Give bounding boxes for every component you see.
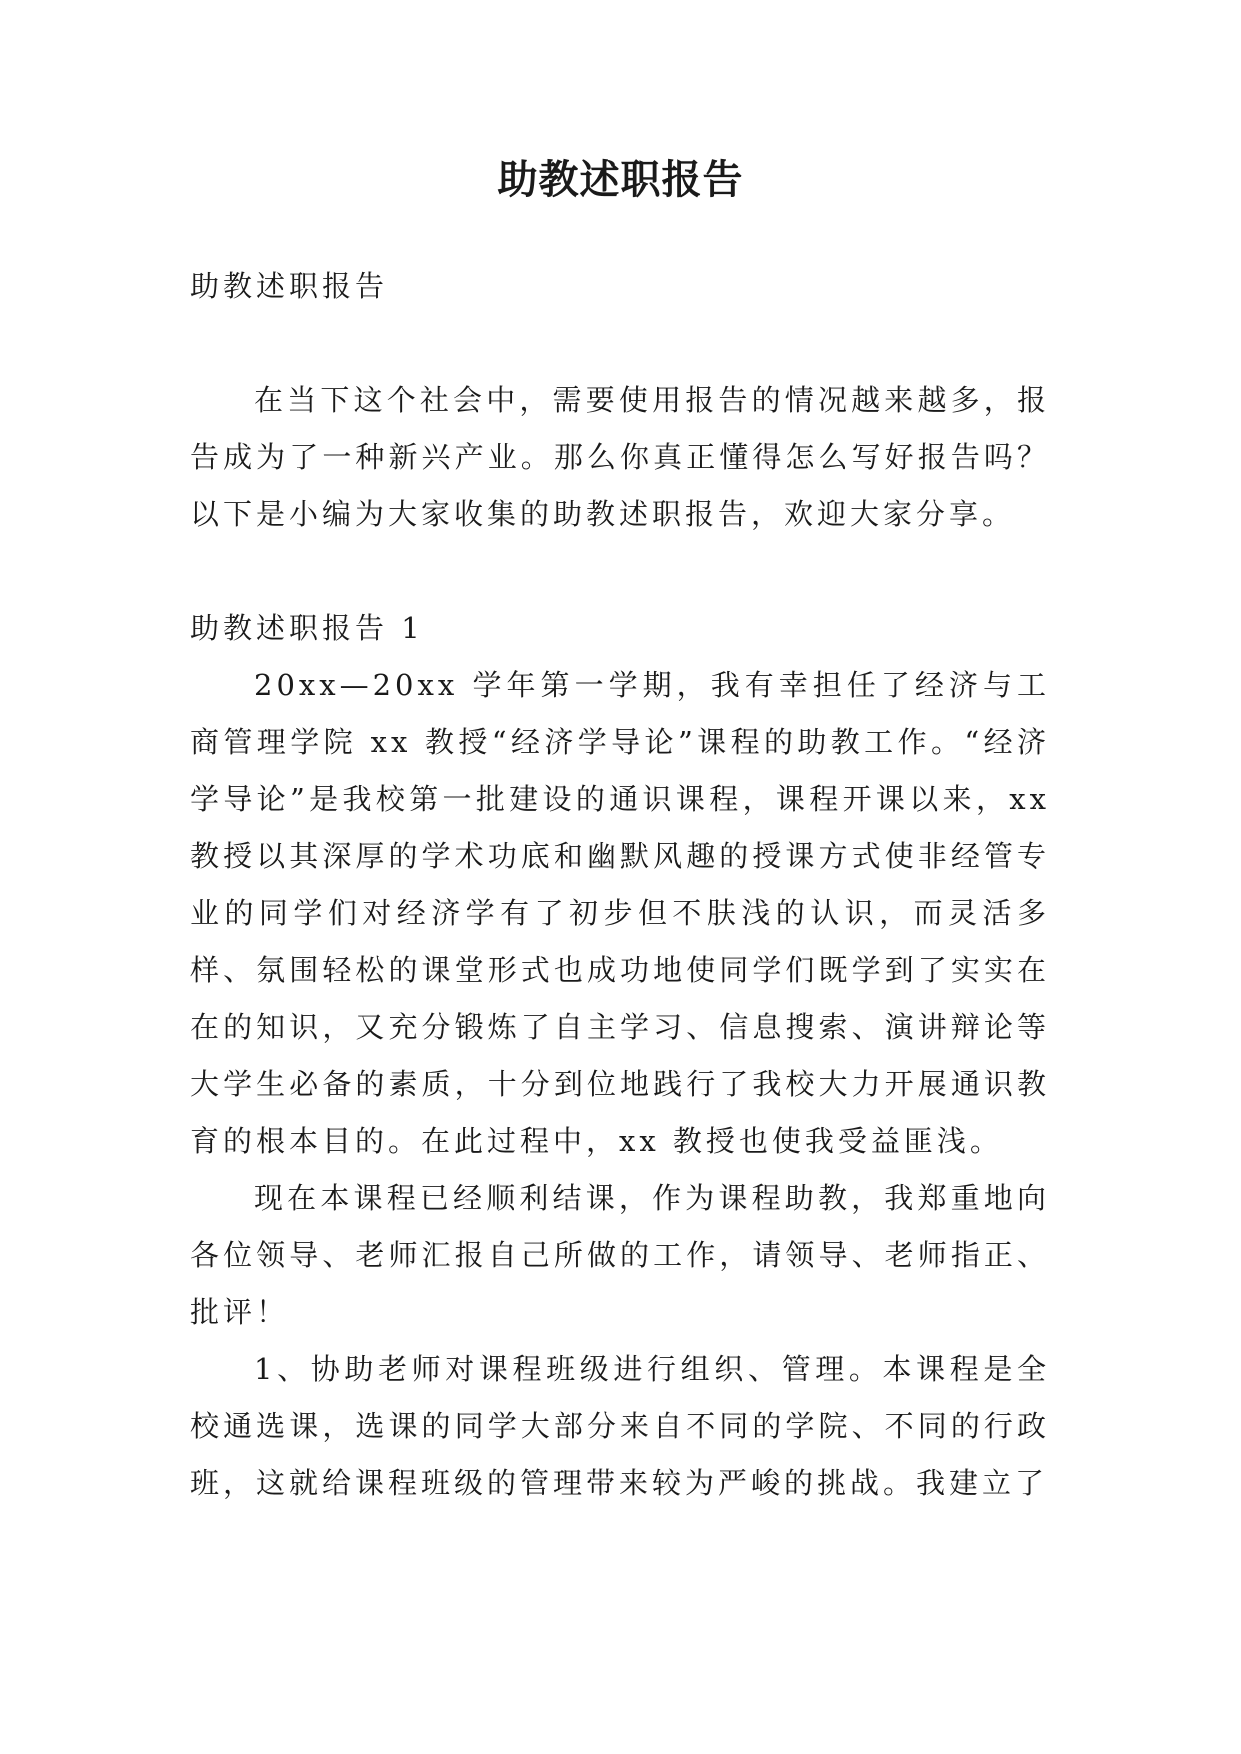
body-paragraph: 现在本课程已经顺利结课，作为课程助教，我郑重地向各位领导、老师汇报自己所做的工作，请领导、老师指正、批评！ [190,1181,1050,1329]
document-title: 助教述职报告 [497,156,744,203]
section-heading: 助教述职报告 1 [190,611,424,645]
body-paragraph: 1、协助老师对课程班级进行组织、管理。本课程是全校通选课，选课的同学大部分来自不同的学院、不同的行政班，这就给课程班级的管理带来较为严峻的挑战。我建立了 [190,1352,1050,1500]
intro-paragraph: 在当下这个社会中，需要使用报告的情况越来越多，报告成为了一种新兴产业。那么你真正懂得怎么写好报告吗？以下是小编为大家收集的助教述职报告，欢迎大家分享。 [190,383,1050,531]
document-body [190,258,1050,1512]
document-subtitle: 助教述职报告 [190,269,389,303]
body-paragraph: 20xx—20xx 学年第一学期，我有幸担任了经济与工商管理学院 xx 教授“经济学导论”课程的助教工作。“经济学导论”是我校第一批建设的通识课程，课程开课以来，xx 教授以其深厚的学术功底和幽默风趣的授课方式使非经管专业的同学们对经济学有了初步但不肤浅的认识，而灵活多样、氛围轻松的课堂形式也成功地使同学们既学到了实实在在的知识，又充分锻炼了自主学习、信息搜索、演讲辩论等大学生必备的素质，十分到位地践行了我校大力开展通识教育的根本目的。在此过程中，xx 教授也使我受益匪浅。 [190,668,1050,1158]
